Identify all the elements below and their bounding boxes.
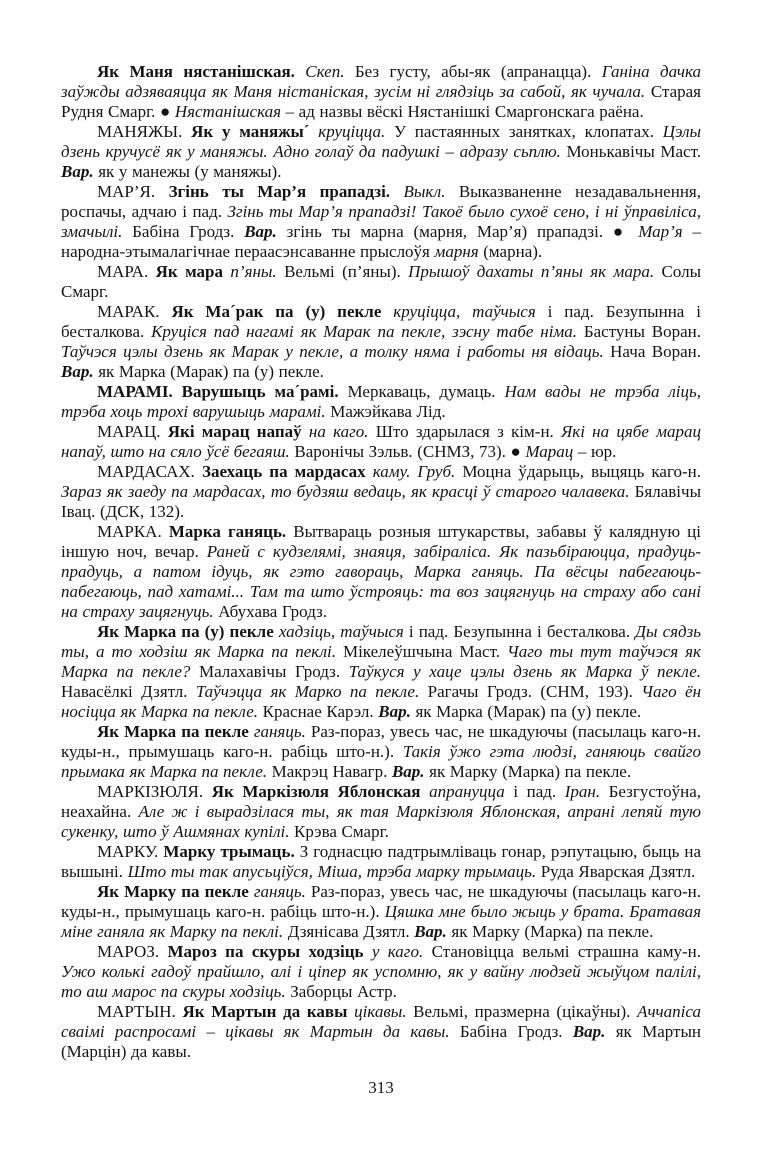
text-run: Нам вады не трэба ліць, трэба хоць трохі варушыць марамі. [61,382,701,421]
text-run: Як Ма´рак па (у) пекле [171,302,394,321]
text-run: Таўчэцца як Марко па пекле. [195,682,428,701]
text-run: каму. Груб. [372,462,463,481]
text-run: п’яны. [230,262,285,281]
text-run: Монькавічы Маст. [566,142,701,161]
text-run: З годнасцю падтрымліваць гонар, рэпутацыю, быць на вышыні. [61,842,701,881]
text-run: Руда Яварская Дзятл. [540,862,696,881]
text-run: Навасёлкі Дзятл. [61,682,196,701]
text-run: Старая Рудня Смарг. ● [61,82,701,121]
text-run: Іран. [564,782,609,801]
text-run: Як Марка па пекле [97,722,254,741]
text-run: і пад. [513,782,565,801]
text-run: Вельмі (п’яны). [284,262,409,281]
text-run: Солы Смарг. [61,262,702,301]
text-run: Цэлы дзень кручусё як у маняжы. Адно голаў да падушкі – адразу сьплю. [61,122,702,161]
text-run: Выкл. [403,182,459,201]
text-run: Круціся пад нагамі як Марак па пекле, зэсну табе німа. [151,322,584,341]
text-run: Безгустоўна, неахайна. [61,782,702,821]
text-run: Як у маняжы´ [191,122,319,141]
text-run: Чаго ён носіцца як Марка па пекле. [61,682,701,721]
dictionary-entry-paragraph [61,62,701,122]
text-run: апрануцца [429,782,514,801]
dictionary-entry-paragraph [61,722,701,782]
text-run: Раз-пораз, увесь час, не шкадуючы (пасылаць каго-н. куды-н., прымушаць каго-н. рабіць што-н.). [61,882,702,921]
text-run: Марац [525,442,578,461]
text-run: Нача Воран. [610,342,701,361]
text-run: Вар. [572,1022,616,1041]
text-run: Што здарылася з кім-н. [375,422,562,441]
text-run: Выказваненне незадавальнення, роспачы, адчаю і пад. [61,182,701,221]
text-run: Што ты так апусьціўся, Міша, трэба марку трымаць. [127,862,541,881]
text-run: як Марка (Марак) па (у) пекле. [415,702,642,721]
text-run: Дзянісава Дзятл. [287,922,415,941]
text-run: Які на цябе марац напаў, што на сяло ўсё бегаяш. [61,422,701,461]
dictionary-entry-paragraph [61,422,701,462]
text-run: Як Марку па пекле [97,882,254,901]
text-run: МАНЯЖЫ. [97,122,192,141]
text-run: згінь ты марна (марня, Мар’я) прападзі. ● [286,222,639,241]
text-run: Як Маркізюля Яблонская [211,782,430,801]
text-run: Мікелеўшчына Маст. [342,642,507,661]
text-run: Які марац напаў [167,422,309,441]
text-run: на каго. [308,422,376,441]
text-run: Таўчэся цэлы дзень як Марак у пекле, а толку няма і работы ня відаць. [61,342,611,361]
text-run: Аччапіса сваімі распросамі – цікавы як Мартын да кавы. [61,1002,701,1041]
text-run: Такія ўжо гэта людзі, ганяюць свайго прымака як Марка па пекле. [61,742,701,781]
text-run: Марку трымаць. [163,842,300,861]
text-run: Вар. [378,702,416,721]
text-run: МАРКІЗЮЛЯ. [97,782,212,801]
text-run: Моцна ўдарыць, выцяць каго-н. [462,462,702,481]
text-run: Макрэц Навагр. [271,762,392,781]
text-run: Краснае Карэл. [262,702,379,721]
text-run: Бялавічы Івац. (ДСК, 132). [61,482,701,521]
text-run: Чаго ты тут таўчэся як Марка па пекле? [61,642,701,681]
dictionary-entry-paragraph [61,622,701,722]
text-run: Вар. [61,162,99,181]
text-run: цікавы. [354,1002,414,1021]
text-run: Як Мартын да кавы [182,1002,355,1021]
text-run: МАРКУ. [97,842,164,861]
text-run: Як мара [155,262,231,281]
text-run: Раней с кудзелямі, знаяця, забіраліса. Як пазьбіраюцца, прадуць-прадуць, а патом ідуць, як гэто гавораць, Марка ганяць. Па вёсцы пабегаюць-пабегаюць, пад хатамі... Там та што ўстрояць: та воз зацягнуць на страху або сані на страху зацягнуць. [61,542,701,621]
page-number: 313 [368,1078,394,1097]
text-run: Становіцца вельмі страшна каму-н. [431,942,701,961]
text-run: і пад. Безупынна і бесталкова. [61,302,701,341]
text-run: Мароз па скуры ходзіць [167,942,372,961]
text-run: хадзіць, таўчыся [278,622,409,641]
text-run: Вар. [391,762,430,781]
text-run: Скеп. [305,62,355,81]
text-run: Як Маня нястанішская. [97,62,306,81]
text-run: Таўкуся у хаце цэлы дзень як Марка ў пекле. [348,662,701,681]
text-run: у каго. [371,942,432,961]
text-run: Ужо колькі гадоў прайшло, алі і ціпер як успомню, як у вайну людзей жыўцом палілі, то аш марос па скуры ходзіць. [61,962,701,1001]
text-run: Абухава Гродз. [218,602,328,621]
text-run: Ганіна дачка заўжды адзяваяцца як Маня ністаніская, зусім ні глядзіць за сабой, як чучала. [61,62,701,101]
dictionary-entry-paragraph [61,262,701,302]
text-run: Рагачы Гродз. (СНМ, 193). [427,682,642,701]
dictionary-entry-paragraph [61,882,701,942]
text-run: Малахавічы Гродз. [199,662,349,681]
text-run: – юр. [577,442,617,461]
text-run: МАРАЦ. [97,422,168,441]
text-run: Як Марка па (у) пекле [97,622,279,641]
text-run: Бабіна Гродз. [132,222,245,241]
text-run: Меркаваць, думаць. [347,382,505,401]
text-run: Заборцы Астр. [290,982,397,1001]
text-run: Вар. [244,222,287,241]
text-run: Цяшка мне было жыць у брата. Братавая міне ганяла як Марку па пеклі. [61,902,701,941]
text-run: Мажэйкава Лід. [330,402,446,421]
dictionary-entry-paragraph [61,842,701,882]
text-run: Мар’я [638,222,693,241]
text-run: як Марка (Марак) па (у) пекле. [98,362,324,381]
text-run: ганяць. [253,882,311,901]
text-run: як Мартын (Марцін) да кавы. [61,1022,701,1061]
dictionary-entry-paragraph [61,382,701,422]
text-run: Згінь ты Мар’я прападзі. [168,182,404,201]
text-run: круціцца. [318,122,394,141]
text-run: МАРОЗ. [97,942,168,961]
text-run: круціцца, таўчыся [393,302,548,321]
text-run: Вар. [61,362,99,381]
text-run: МАРКА. [97,522,169,541]
text-run: Бабіна Гродз. [459,1022,573,1041]
text-run: Крэва Смарг. [294,822,389,841]
dictionary-entry-paragraph [61,302,701,382]
text-run: Вар. [414,922,452,941]
text-run: МАРАМІ. Варушыць ма´рамі. [97,382,348,401]
text-run: марня [434,242,484,261]
text-run: Але ж і вырадзілася ты, як тая Маркізюля Яблонская, апрані лепяй тую сукенку, што ў Ашмянах купілі. [61,802,701,841]
dictionary-entry-paragraph [61,522,701,622]
text-run: Бастуны Воран. [583,322,701,341]
text-run: як Марку (Марка) па пекле. [451,922,654,941]
text-run: Без густу, абы-як (апранацца). [354,62,602,81]
text-run: Ды сядзь ты, а то ходзіш як Марка па пеклі. [61,622,701,661]
text-run: У пастаянных занятках, клопатах. [393,122,663,141]
text-run: Вельмі, празмерна (цікаўны). [413,1002,638,1021]
dictionary-entry-paragraph [61,942,701,1002]
dictionary-entry-paragraph [61,182,701,262]
dictionary-entry-paragraph [61,462,701,522]
text-run: Нястанішская [174,102,286,121]
dictionary-entry-paragraph [61,1002,701,1062]
text-run: МАРДАСАХ. [97,462,202,481]
text-run: – народна-этымалагічнае пераасэнсаванне прыслоўя [61,222,702,261]
text-run: і пад. Безупынна і бесталкова. [408,622,636,641]
text-run: Згінь ты Мар’я прападзі! Такоё было сухоё сено, і ні ўправіліса, змачылі. [61,202,701,241]
text-run: (марна). [483,242,543,261]
text-run: МАР’Я. [97,182,169,201]
text-run: Зараз як заеду па мардасах, то будзяш ведаць, як красці ў старого чалавека. [61,482,635,501]
text-run: МАРАК. [97,302,172,321]
text-run: – ад назвы вёскі Нястанішкі Смаргонскага раёна. [285,102,644,121]
text-run: Заехаць па мардасах [201,462,373,481]
text-run: Варонічы Зэльв. (СНМЗ, 73). ● [294,442,526,461]
text-run: МАРА. [97,262,156,281]
text-run: Марка ганяць. [168,522,294,541]
text-run: як Марку (Марка) па пекле. [429,762,632,781]
dictionary-entries [61,62,701,1062]
text-run: МАРТЫН. [97,1002,183,1021]
text-run: Вытвараць розныя штукарствы, забавы ў калядную ці іншую ноч, вечар. [61,522,701,561]
text-run: Раз-пораз, увесь час, не шкадуючы (пасылаць каго-н. куды-н., прымушаць каго-н. рабіць што-н.). [61,722,701,761]
text-run: Прышоў дахаты п’яны як мара. [408,262,662,281]
text-run: ганяць. [253,722,311,741]
dictionary-entry-paragraph [61,782,701,842]
dictionary-entry-paragraph [61,122,701,182]
text-run: як у манежы (у маняжы). [98,162,282,181]
